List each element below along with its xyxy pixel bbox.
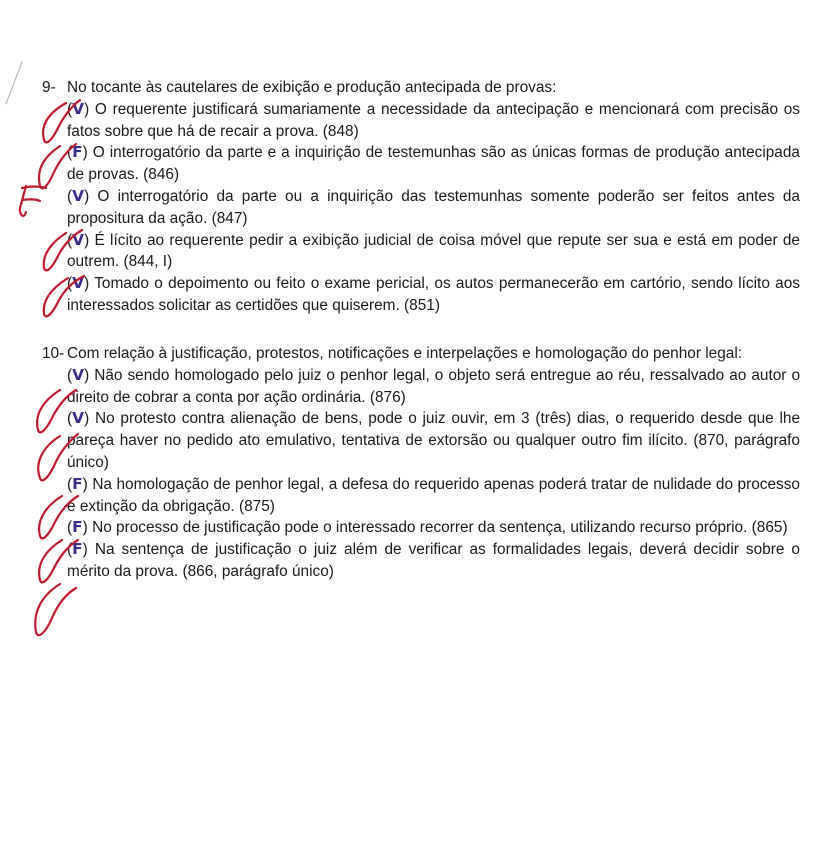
answer-item (67, 517, 800, 539)
answer-item (67, 408, 800, 473)
answer-mark: (F) (67, 518, 88, 537)
question-10 (42, 343, 800, 583)
answer-item (67, 273, 800, 317)
answer-mark: (F) (67, 474, 88, 493)
answer-item (67, 474, 800, 518)
answer-item (67, 365, 800, 409)
answer-item (67, 142, 800, 186)
answer-mark: (F) (67, 540, 88, 559)
answer-text: O requerente justificará sumariamente a necessidade da antecipação e mencionará com precisão os fatos sobre que há de recair a prova. (848) (67, 100, 800, 140)
pen-stroke (6, 62, 22, 104)
answer-mark: (V) (67, 230, 90, 249)
answer-mark: (F) (67, 143, 88, 162)
answer-text: Na homologação de penhor legal, a defesa do requerido apenas poderá tratar de nulidade do processo e extinção da obrigação. (875) (67, 475, 800, 515)
answer-text: No protesto contra alienação de bens, pode o juiz ouvir, em 3 (três) dias, o requerido desde que lhe pareça haver no pedido ato emulativo, tentativa de extorsão ou qualquer outro fim ilícito. (870, parágrafo único) (67, 410, 800, 471)
answer-mark: (V) (67, 274, 90, 293)
question-stem (42, 77, 800, 99)
answer-text: É lícito ao requerente pedir a exibição judicial de coisa móvel que repute ser sua e está em poder de outrem. (844, I) (67, 231, 800, 271)
answer-item (67, 539, 800, 583)
answer-text: Tomado o depoimento ou feito o exame pericial, os autos permanecerão em cartório, sendo lícito aos interessados solicitar as certidões que quiserem. (851) (67, 275, 800, 314)
question-stem-text: No tocante às cautelares de exibição e produção antecipada de provas: (67, 79, 557, 96)
answer-item (67, 186, 800, 230)
answer-item (67, 99, 800, 143)
answer-item (67, 230, 800, 274)
question-stem (42, 343, 800, 365)
answer-text: No processo de justificação pode o interessado recorrer da sentença, utilizando recurso próprio. (865) (92, 519, 788, 537)
question-stem-text: Com relação à justificação, protestos, notificações e interpelações e homologação do penhor legal: (67, 345, 743, 362)
answer-mark: (V) (67, 186, 90, 205)
answer-text: Não sendo homologado pelo juiz o penhor legal, o objeto será entregue ao réu, ressalvado ao autor o direito de cobrar a conta por ação ordinária. (876) (67, 366, 800, 406)
answer-text: Na sentença de justificação o juiz além de verificar as formalidades legais, deverá decidir sobre o mérito da prova. (866, parágrafo único) (67, 541, 800, 580)
question-number: 9- (42, 79, 56, 96)
question-9 (42, 77, 800, 317)
question-number: 10- (42, 345, 65, 362)
check-mark-icon (35, 584, 76, 635)
answer-text: O interrogatório da parte ou a inquirição das testemunhas somente poderão ser feitos antes da propositura da ação. (847) (67, 187, 800, 227)
answer-text: O interrogatório da parte e a inquirição de testemunhas são as únicas formas de produção antecipada de provas. (846) (67, 144, 800, 184)
answer-mark: (V) (67, 409, 90, 428)
answer-mark: (V) (67, 99, 90, 118)
answer-mark: (V) (67, 365, 90, 384)
